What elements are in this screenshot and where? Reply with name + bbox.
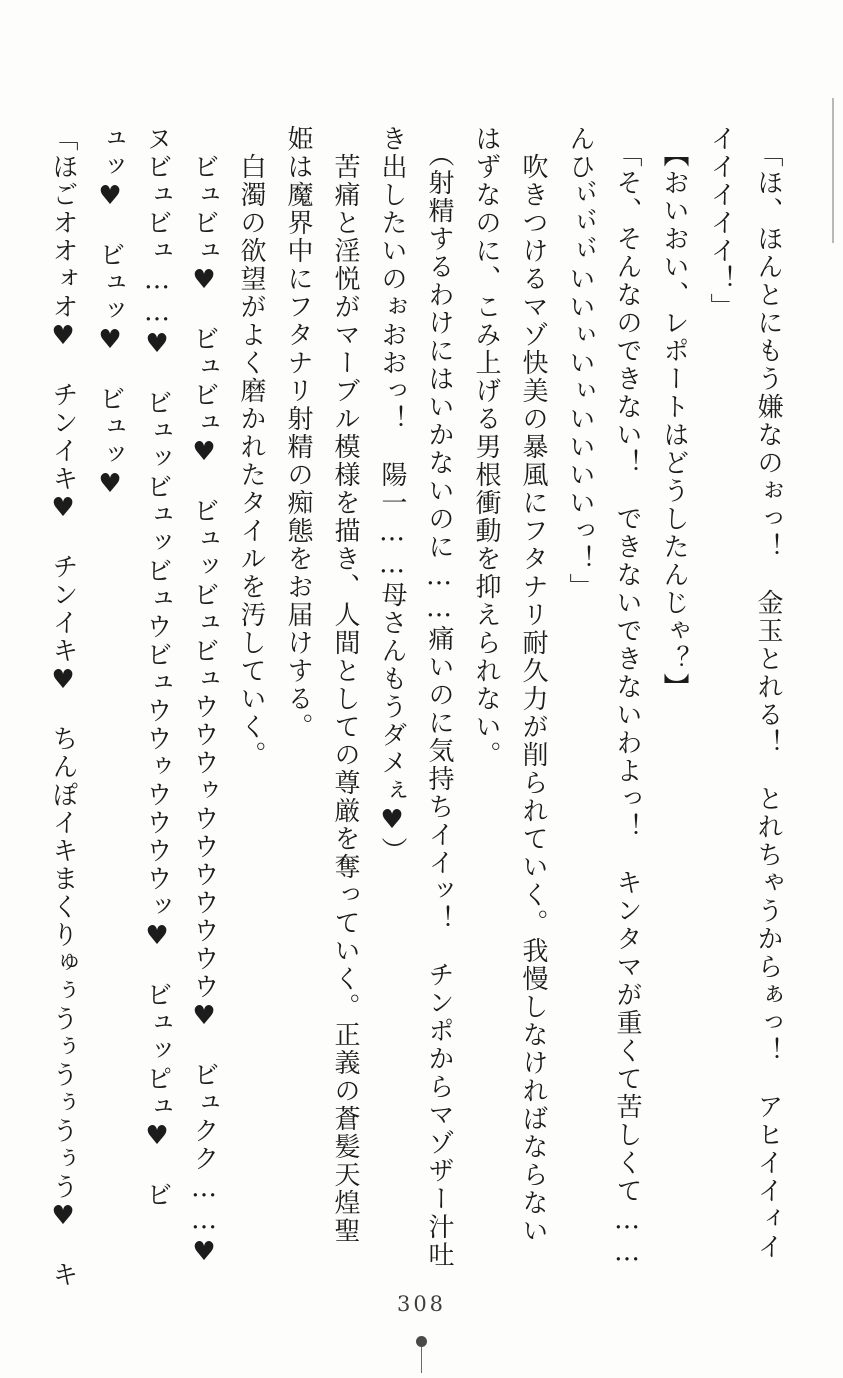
text-column-4: 「そ、そんなのできない！ できないできないわよっ！ キンタマが重くて苦しくて……	[612, 141, 642, 1269]
ornament-dot	[416, 1336, 427, 1347]
text-column-2: イイイイイ！」	[706, 125, 736, 321]
text-column-3: 【おいおい、レポートはどうしたんじゃ？】	[659, 141, 689, 701]
text-column-12: 白濁の欲望がよく磨かれたタイルを汚していく。	[236, 153, 266, 769]
page-footer	[0, 1292, 843, 1316]
page-pin-ornament-icon	[415, 1336, 429, 1373]
text-column-7: はずなのに、こみ上げる男根衝動を抑えられない。	[471, 125, 501, 769]
text-column-13: ビュビュ♥ ビュビュ♥ ビュッビュビュウウウゥウウウウウウウ♥ ビュクク……♥	[189, 153, 219, 1269]
page-edge-artifact	[832, 98, 834, 243]
text-column-6: 吹きつけるマゾ快美の暴風にフタナリ耐久力が削られていく。我慢しなければならない	[518, 153, 548, 1245]
text-column-11: 姫は魔界中にフタナリ射精の痴態をお届けする。	[283, 125, 313, 741]
text-column-15: ュッ♥ ビュッ♥ ビュッ♥	[95, 125, 125, 501]
text-column-5: んひぃ゙ぃ゙ぃ゙いいぃいぃいいいいっ！」	[565, 125, 595, 601]
text-column-14: ヌビュビュ……♥ ビュッビュッビュウビュウウゥウウウウッ♥ ビュッピュ♥ ビ	[142, 125, 172, 1209]
text-column-1: 「ほ、ほんとにもう嫌なのぉっ！ 金玉とれる！ とれちゃうからぁっ！ アヒイイィイ	[753, 141, 783, 1261]
page-number: 308	[396, 1292, 447, 1316]
ornament-stem	[421, 1347, 423, 1373]
vertical-text-block	[39, 125, 791, 1300]
text-column-8: （射精するわけにはいかないのに……痛いのに気持ちイイッ！ チンポからマゾザー汁吐	[424, 141, 454, 1269]
text-column-9: き出したいのぉおおっ！ 陽一……母さんもうダメぇ♥）	[377, 125, 407, 865]
text-column-16: 「ほごオオォオ♥ チンイキ♥ チンイキ♥ ちんぽイキまくりゅぅうぅうぅうぅう♥ キ	[48, 125, 78, 1289]
text-column-10: 苦痛と淫悦がマーブル模様を描き、人間としての尊厳を奪っていく。正義の蒼髪天煌聖	[330, 153, 360, 1245]
